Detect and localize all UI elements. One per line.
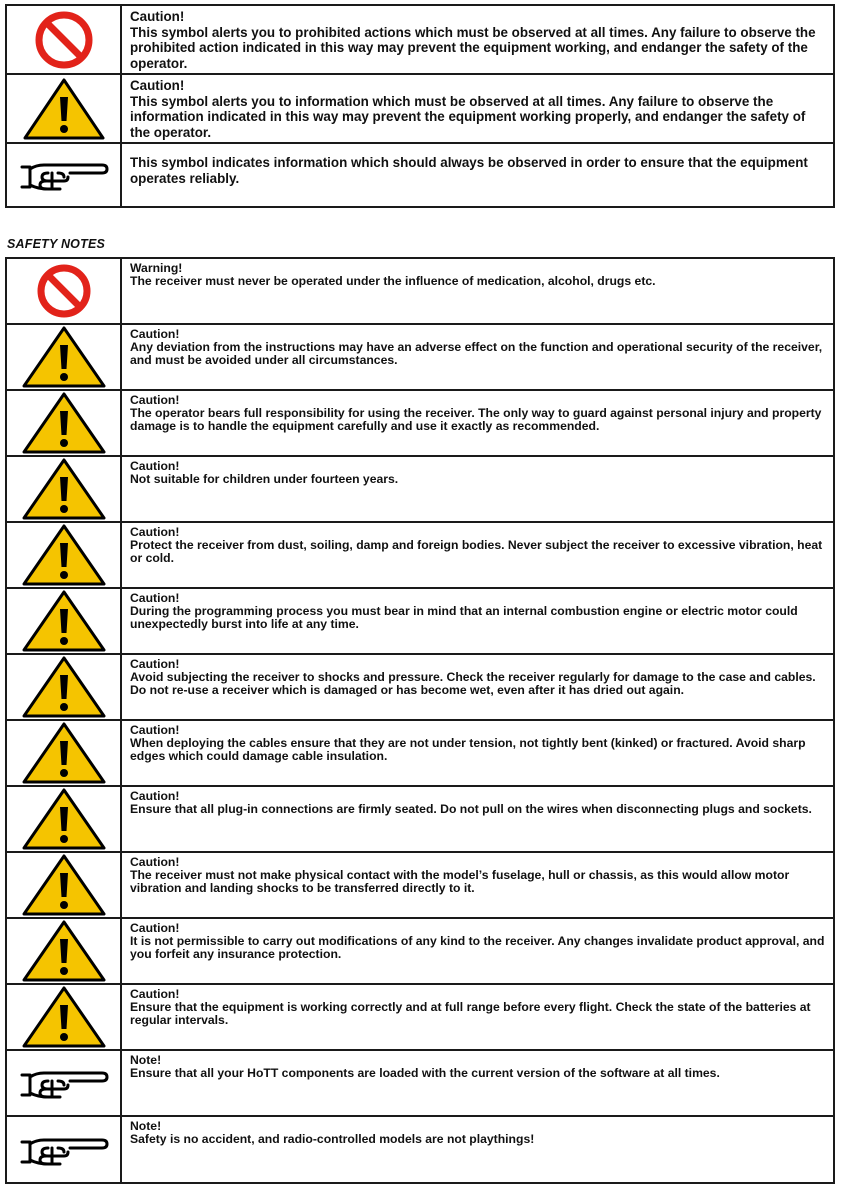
- warning-triangle-icon: [22, 854, 106, 916]
- pointing-hand-icon: [18, 157, 110, 193]
- note-body: Ensure that all plug-in connections are firmly seated. Do not pull on the wires when disconnecting plugs and sockets.: [130, 802, 812, 817]
- note-text-cell: [121, 654, 834, 720]
- warning-triangle-icon: [22, 392, 106, 454]
- legend-body: This symbol alerts you to information which must be observed at all times. Any failure to observe the information indicated in this way may prevent the equipment working properly, and endanger the safety of the operator.: [130, 93, 806, 140]
- note-icon-cell: [6, 456, 121, 522]
- note-title: Caution!: [130, 657, 180, 671]
- safety-note-row: [6, 456, 834, 522]
- note-title: Caution!: [130, 921, 180, 935]
- note-text-cell: [121, 258, 834, 324]
- note-body: Not suitable for children under fourteen years.: [130, 472, 399, 487]
- legend-icon-cell: [6, 5, 121, 74]
- safety-note-row: [6, 654, 834, 720]
- legend-text-cell: [121, 143, 834, 207]
- note-body: Avoid subjecting the receiver to shocks and pressure. Check the receiver regularly for damage to the case and cables. Do not re-use a receiver which is damaged or has become wet, even after it has dried out again.: [130, 670, 816, 698]
- warning-triangle-icon: [22, 788, 106, 850]
- safety-note-row: [6, 1116, 834, 1183]
- note-title: Warning!: [130, 261, 183, 275]
- note-title: Caution!: [130, 723, 180, 737]
- note-title: Note!: [130, 1053, 162, 1067]
- note-icon-cell: [6, 390, 121, 456]
- safety-note-row: [6, 852, 834, 918]
- note-text-cell: [121, 918, 834, 984]
- legend-icon-cell: [6, 143, 121, 207]
- legend-text-cell: [121, 74, 834, 143]
- note-icon-cell: [6, 1050, 121, 1116]
- legend-body: This symbol alerts you to prohibited actions which must be observed at all times. Any failure to observe the prohibited action indicated in this way may prevent the equipment working, and endanger the safety of the operator.: [130, 24, 816, 71]
- warning-triangle-icon: [22, 326, 106, 388]
- note-text-cell: [121, 984, 834, 1050]
- note-text-cell: [121, 324, 834, 390]
- note-title: Note!: [130, 1119, 162, 1133]
- note-icon-cell: [6, 258, 121, 324]
- note-body: Any deviation from the instructions may have an adverse effect on the function and operational security of the receiver, and must be avoided under all circumstances.: [130, 340, 823, 368]
- pointing-hand-icon: [18, 1065, 110, 1101]
- note-title: Caution!: [130, 591, 180, 605]
- legend-title: Caution!: [130, 78, 185, 93]
- prohibit-icon: [29, 10, 99, 70]
- note-icon-cell: [6, 588, 121, 654]
- legend-icon-cell: [6, 74, 121, 143]
- note-text-cell: [121, 720, 834, 786]
- note-title: Caution!: [130, 789, 180, 803]
- note-body: During the programming process you must bear in mind that an internal combustion engine or electric motor could unexpectedly burst into life at any time.: [130, 604, 798, 632]
- safety-notes-table: [5, 257, 835, 1184]
- safety-note-row: [6, 720, 834, 786]
- note-icon-cell: [6, 786, 121, 852]
- note-title: Caution!: [130, 987, 180, 1001]
- safety-note-row: [6, 522, 834, 588]
- note-text-cell: [121, 588, 834, 654]
- legend-row-warning: [6, 74, 834, 143]
- note-body: The receiver must never be operated under the influence of medication, alcohol, drugs etc.: [130, 274, 656, 289]
- note-icon-cell: [6, 984, 121, 1050]
- warning-triangle-icon: [22, 458, 106, 520]
- note-body: When deploying the cables ensure that they are not under tension, not tightly bent (kinked) or fractured. Avoid sharp edges which could damage cable insulation.: [130, 736, 806, 764]
- note-icon-cell: [6, 720, 121, 786]
- safety-note-row: [6, 258, 834, 324]
- note-text-cell: [121, 1050, 834, 1116]
- note-text-cell: [121, 1116, 834, 1183]
- warning-triangle-icon: [22, 524, 106, 586]
- warning-triangle-icon: [22, 77, 106, 141]
- legend-body: This symbol indicates information which should always be observed in order to ensure that the equipment operates reliably.: [130, 155, 808, 186]
- note-icon-cell: [6, 852, 121, 918]
- note-icon-cell: [6, 522, 121, 588]
- note-text-cell: [121, 390, 834, 456]
- note-body: Safety is no accident, and radio-controlled models are not playthings!: [130, 1132, 535, 1147]
- note-text-cell: [121, 786, 834, 852]
- warning-triangle-icon: [22, 590, 106, 652]
- note-title: Caution!: [130, 459, 180, 473]
- legend-row-prohibit: [6, 5, 834, 74]
- note-body: Ensure that all your HoTT components are loaded with the current version of the software at all times.: [130, 1066, 720, 1081]
- legend-title: Caution!: [130, 9, 185, 24]
- note-text-cell: [121, 522, 834, 588]
- safety-note-row: [6, 588, 834, 654]
- note-title: Caution!: [130, 525, 180, 539]
- section-title: SAFETY NOTES: [7, 237, 106, 251]
- safety-note-row: [6, 1050, 834, 1116]
- note-text-cell: [121, 852, 834, 918]
- note-body: The operator bears full responsibility for using the receiver. The only way to guard against personal injury and property damage is to handle the equipment carefully and use it exactly as recommended.: [130, 406, 822, 434]
- safety-note-row: [6, 918, 834, 984]
- note-icon-cell: [6, 654, 121, 720]
- safety-note-row: [6, 984, 834, 1050]
- warning-triangle-icon: [22, 920, 106, 982]
- note-body: Protect the receiver from dust, soiling, damp and foreign bodies. Never subject the receiver to excessive vibration, heat or cold.: [130, 538, 823, 566]
- pointing-hand-icon: [18, 1132, 110, 1168]
- symbol-legend-table: [5, 4, 835, 208]
- warning-triangle-icon: [22, 986, 106, 1048]
- note-title: Caution!: [130, 855, 180, 869]
- note-text-cell: [121, 456, 834, 522]
- note-icon-cell: [6, 324, 121, 390]
- safety-note-row: [6, 324, 834, 390]
- note-title: Caution!: [130, 393, 180, 407]
- legend-row-hand: [6, 143, 834, 207]
- legend-text-cell: [121, 5, 834, 74]
- note-body: It is not permissible to carry out modifications of any kind to the receiver. Any changes invalidate product approval, and you forfeit any insurance protection.: [130, 934, 825, 962]
- note-body: The receiver must not make physical contact with the model’s fuselage, hull or chassis, as this would allow motor vibration and landing shocks to be transferred directly to it.: [130, 868, 790, 896]
- note-icon-cell: [6, 918, 121, 984]
- safety-note-row: [6, 390, 834, 456]
- note-icon-cell: [6, 1116, 121, 1183]
- note-body: Ensure that the equipment is working correctly and at full range before every flight. Check the state of the batteries at regular intervals.: [130, 1000, 811, 1028]
- safety-note-row: [6, 786, 834, 852]
- warning-triangle-icon: [22, 656, 106, 718]
- prohibit-icon: [29, 263, 99, 319]
- note-title: Caution!: [130, 327, 180, 341]
- warning-triangle-icon: [22, 722, 106, 784]
